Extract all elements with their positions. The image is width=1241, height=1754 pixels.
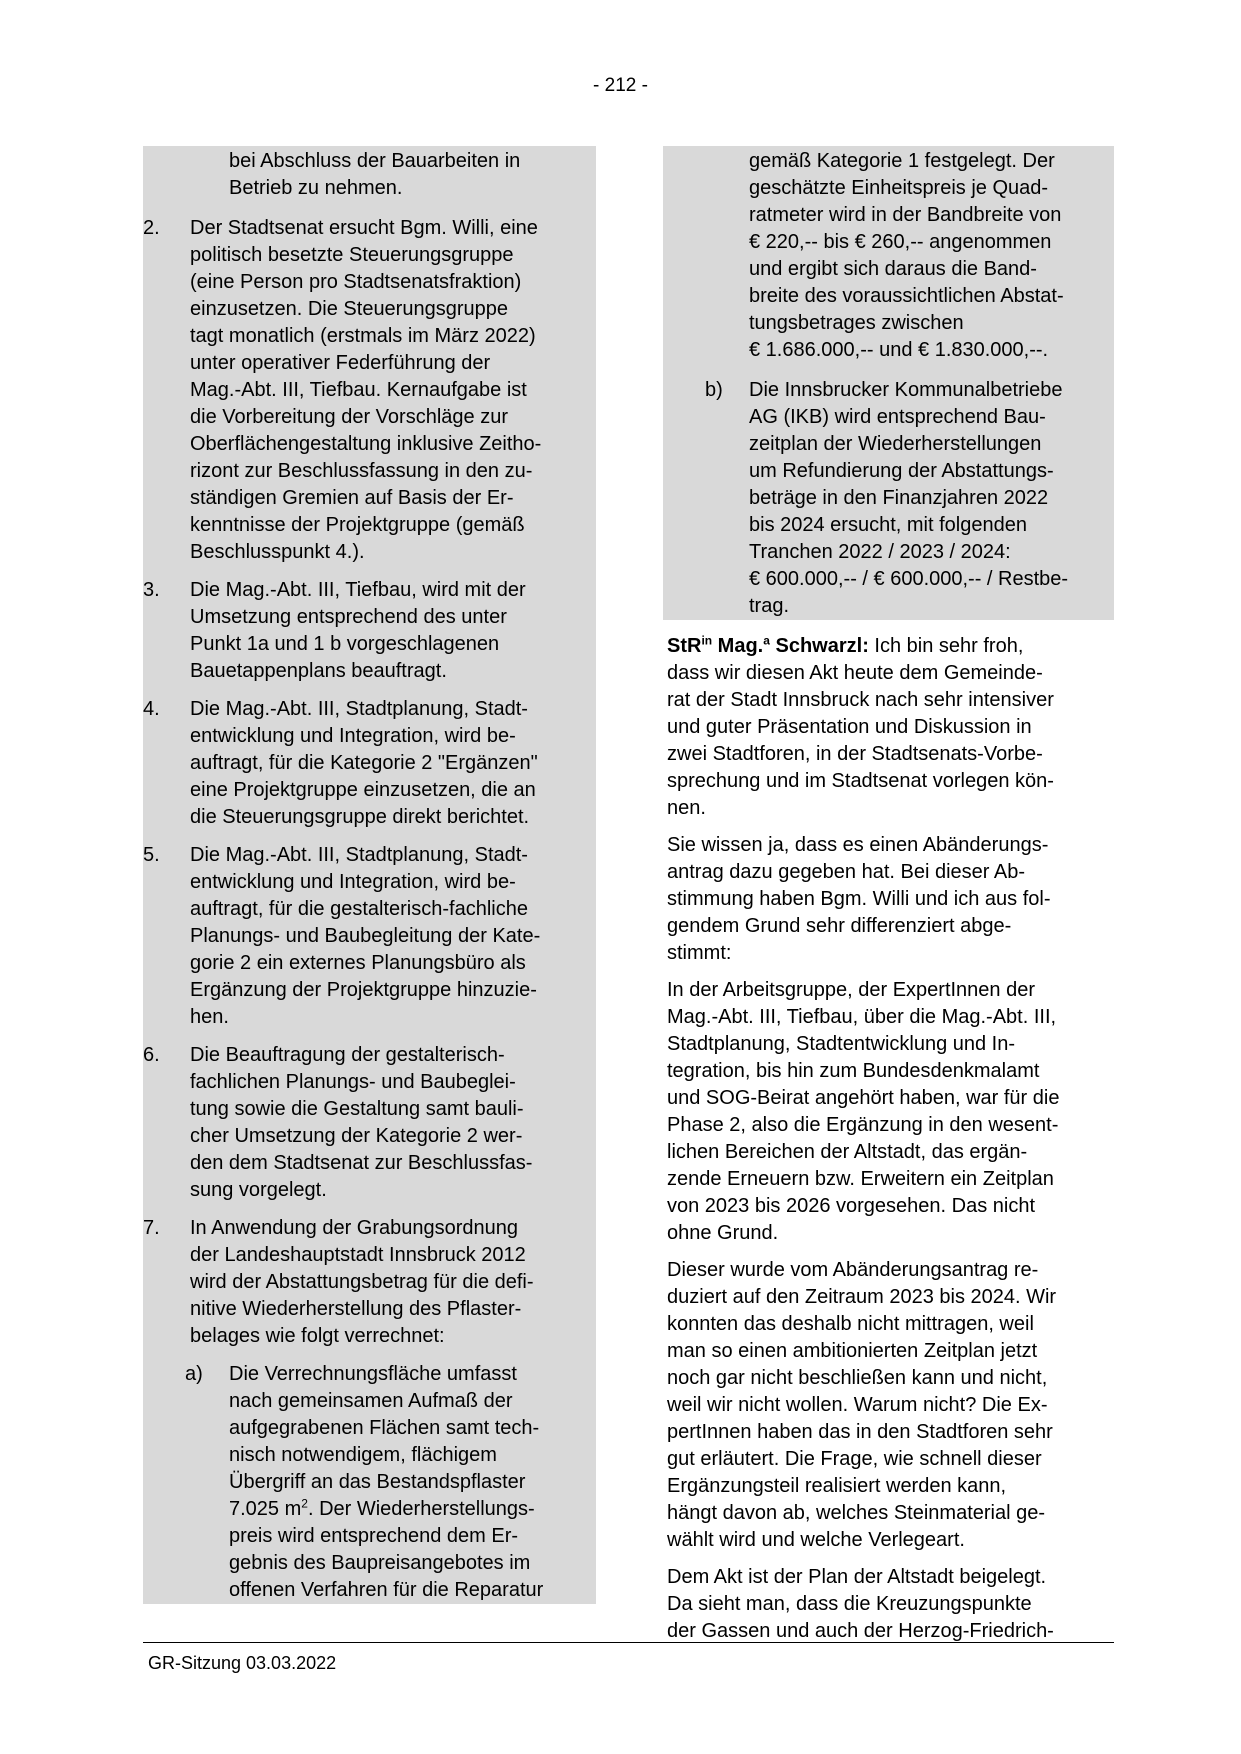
list-item [143, 215, 596, 566]
text-line: In der Arbeitsgruppe, der ExpertInnen der [667, 979, 1036, 1001]
text-line: zende Erneuern bzw. Erweitern ein Zeitplan [667, 1168, 1054, 1190]
text-line: entwicklung und Integration, wird be- [190, 725, 516, 747]
text-line: Betrieb zu nehmen. [229, 177, 403, 199]
text-line: tungsbetrages zwischen [749, 312, 964, 334]
left-column-highlighted-motion [143, 146, 596, 1604]
text-line: gebnis des Baupreisangebotes im [229, 1552, 531, 1574]
text-line: nach gemeinsamen Aufmaß der [229, 1390, 513, 1412]
text-line: zwei Stadtforen, in der Stadtsenats-Vorbe- [667, 743, 1043, 765]
text-line: Der Stadtsenat ersucht Bgm. Willi, eine [190, 217, 538, 239]
text-line: pertInnen haben das in den Stadtforen sehr [667, 1421, 1053, 1443]
text-line: Ergänzung der Projektgruppe hinzuzie- [190, 979, 537, 1001]
text-line: tagt monatlich (erstmals im März 2022) [190, 325, 536, 347]
text-line: dass wir diesen Akt heute dem Gemeinde- [667, 662, 1043, 684]
text-line: noch gar nicht beschließen kann und nicht, [667, 1367, 1048, 1389]
speech-paragraph [667, 977, 1117, 1247]
text-line: und SOG-Beirat angehört haben, war für die [667, 1087, 1060, 1109]
text-line: tung sowie die Gestaltung samt bauli- [190, 1098, 524, 1120]
text-line: € 1.686.000,-- und € 1.830.000,--. [749, 339, 1049, 361]
text-line: Mag.-Abt. III, Tiefbau, über die Mag.-Abt. III, [667, 1006, 1057, 1028]
text-line: Die Verrechnungsfläche umfasst [229, 1363, 517, 1385]
speaker-name: StR$^{in}$ Mag.$^a$ Schwarzl: [667, 633, 869, 657]
text-line: politisch besetzte Steuerungsgruppe [190, 244, 514, 266]
text-line: (eine Person pro Stadtsenatsfraktion) [190, 271, 522, 293]
text-line: und guter Präsentation und Diskussion in [667, 716, 1032, 738]
text-line: gut erläutert. Die Frage, wie schnell dieser [667, 1448, 1042, 1470]
text-line: der Landeshauptstadt Innsbruck 2012 [190, 1244, 526, 1266]
list-item [143, 1215, 596, 1350]
continuation-text [143, 146, 596, 204]
text-line: eine Projektgruppe einzusetzen, die an [190, 779, 536, 801]
text-line: Phase 2, also die Ergänzung in den wesent- [667, 1114, 1059, 1136]
list-number: 3. [143, 579, 160, 601]
text-line: wird der Abstattungsbetrag für die defi- [190, 1271, 534, 1293]
list-number: 2. [143, 217, 160, 239]
list-text [190, 215, 586, 566]
text-line: preis wird entsprechend dem Er- [229, 1525, 519, 1547]
text-line: Da sieht man, dass die Kreuzungspunkte [667, 1593, 1032, 1615]
text-line: stimmt: [667, 942, 732, 964]
text-line: belages wie folgt verrechnet: [190, 1325, 445, 1347]
speech-paragraph [667, 633, 1117, 822]
text-line: AG (IKB) wird entsprechend Bau- [749, 406, 1046, 428]
text-line: wählt wird und welche Verlegeart. [667, 1529, 965, 1551]
text-line: bei Abschluss der Bauarbeiten in [229, 150, 521, 172]
text-line: fachlichen Planungs- und Baubeglei- [190, 1071, 516, 1093]
text-line: zeitplan der Wiederherstellungen [749, 433, 1042, 455]
text-line: die Steuerungsgruppe direkt berichtet. [190, 806, 530, 828]
text-line: gendem Grund sehr differenziert abge- [667, 915, 1012, 937]
text-line: konnten das deshalb nicht mittragen, weil [667, 1313, 1034, 1335]
speech-paragraph [667, 1564, 1117, 1645]
list-number: 6. [143, 1044, 160, 1066]
list-text [190, 577, 586, 685]
right-highlighted-motion [663, 146, 1114, 620]
text-line: Punkt 1a und 1 b vorgeschlagenen [190, 633, 500, 655]
text-line: nitive Wiederherstellung des Pflaster- [190, 1298, 522, 1320]
text-line: € 600.000,-- / € 600.000,-- / Restbe- [749, 568, 1069, 590]
text-line: geschätzte Einheitspreis je Quad- [749, 177, 1049, 199]
text-line: Oberflächengestaltung inklusive Zeitho- [190, 433, 542, 455]
list-number: b) [705, 379, 723, 401]
text-line: ständigen Gremien auf Basis der Er- [190, 487, 514, 509]
text-line: hen. [190, 1006, 229, 1028]
text-line: Übergriff an das Bestandspflaster [229, 1471, 526, 1493]
text-line: Stadtplanung, Stadtentwicklung und In- [667, 1033, 1016, 1055]
text-line: gemäß Kategorie 1 festgelegt. Der [749, 150, 1055, 172]
superscript: 2 [301, 1496, 308, 1511]
text-line: ratmeter wird in der Bandbreite von [749, 204, 1062, 226]
list-number: 5. [143, 844, 160, 866]
text-line: hängt davon ab, welches Steinmaterial ge- [667, 1502, 1046, 1524]
text-line: offenen Verfahren für die Reparatur [229, 1579, 544, 1601]
sub-item-b [663, 377, 1114, 620]
text-line: bis 2024 ersucht, mit folgenden [749, 514, 1027, 536]
list-text [229, 1361, 584, 1604]
footer-divider [143, 1642, 1114, 1643]
list-text [190, 842, 586, 1031]
list-text [749, 377, 1106, 620]
text-line: Dem Akt ist der Plan der Altstadt beigelegt. [667, 1566, 1047, 1588]
text-line: Bauetappenplans beauftragt. [190, 660, 447, 682]
continuation-text [663, 146, 1114, 366]
text-line: Ergänzungsteil realisiert werden kann, [667, 1475, 1007, 1497]
text-line: nen. [667, 797, 706, 819]
text-line: weil wir nicht wollen. Warum nicht? Die Ex- [667, 1394, 1048, 1416]
text-line: man so einen ambitionierten Zeitplan jetzt [667, 1340, 1038, 1362]
text-line: der Gassen und auch der Herzog-Friedrich- [667, 1620, 1054, 1642]
text-line: trag. [749, 595, 790, 617]
text-line: In Anwendung der Grabungsordnung [190, 1217, 519, 1239]
text-line: tegration, bis hin zum Bundesdenkmalamt [667, 1060, 1040, 1082]
text-line: sung vorgelegt. [190, 1179, 327, 1201]
text-line: unter operativer Federführung der [190, 352, 491, 374]
footer-text: GR-Sitzung 03.03.2022 [148, 1653, 337, 1673]
text-line: € 220,-- bis € 260,-- angenommen [749, 231, 1052, 253]
text-line: Die Innsbrucker Kommunalbetriebe [749, 379, 1063, 401]
text-line: kenntnisse der Projektgruppe (gemäß [190, 514, 525, 536]
list-text [190, 696, 586, 831]
text-line: aufgegrabenen Flächen samt tech- [229, 1417, 540, 1439]
text-line: und ergibt sich daraus die Band- [749, 258, 1037, 280]
text-line: die Vorbereitung der Vorschläge zur [190, 406, 508, 428]
text-line: einzusetzen. Die Steuerungsgruppe [190, 298, 508, 320]
list-number: a) [185, 1363, 203, 1385]
text-line: Sie wissen ja, dass es einen Abänderungs- [667, 834, 1049, 856]
speech-paragraph [667, 832, 1117, 967]
text-line: cher Umsetzung der Kategorie 2 wer- [190, 1125, 523, 1147]
text-line: Umsetzung entsprechend des unter [190, 606, 507, 628]
text-line: breite des voraussichtlichen Abstat- [749, 285, 1064, 307]
text-line: gorie 2 ein externes Planungsbüro als [190, 952, 526, 974]
text-line: nisch notwendigem, flächigem [229, 1444, 497, 1466]
text-line: von 2023 bis 2026 vorgesehen. Das nicht [667, 1195, 1036, 1217]
list-item [143, 842, 596, 1031]
text-line: Planungs- und Baubegleitung der Kate- [190, 925, 541, 947]
numbered-list [143, 215, 596, 1350]
area-value: 7.025 m [229, 1498, 302, 1520]
right-column [663, 146, 1114, 1655]
text-line: Die Mag.-Abt. III, Tiefbau, wird mit der [190, 579, 526, 601]
list-number: 7. [143, 1217, 160, 1239]
list-item [143, 1042, 596, 1204]
text-fragment: Ich bin sehr froh, [868, 635, 1024, 657]
text-line: den dem Stadtsenat zur Beschlussfas- [190, 1152, 533, 1174]
text-line: Die Mag.-Abt. III, Stadtplanung, Stadt- [190, 844, 528, 866]
list-text [190, 1042, 586, 1204]
text-line: antrag dazu gegeben hat. Bei dieser Ab- [667, 861, 1026, 883]
text-line: Dieser wurde vom Abänderungsantrag re- [667, 1259, 1039, 1281]
list-item [143, 696, 596, 831]
text-line: beträge in den Finanzjahren 2022 [749, 487, 1049, 509]
text-line: stimmung haben Bgm. Willi und ich aus fol- [667, 888, 1051, 910]
text-line: lichen Bereichen der Altstadt, das ergän- [667, 1141, 1028, 1163]
speech-paragraph [667, 1257, 1117, 1554]
text-line: Die Mag.-Abt. III, Stadtplanung, Stadt- [190, 698, 528, 720]
text-line: um Refundierung der Abstattungs- [749, 460, 1054, 482]
text-line: auftragt, für die Kategorie 2 "Ergänzen" [190, 752, 538, 774]
text-line: auftragt, für die gestalterisch-fachliche [190, 898, 528, 920]
list-item [143, 577, 596, 685]
text-line [667, 633, 1117, 660]
text-line: Die Beauftragung der gestalterisch- [190, 1044, 505, 1066]
list-text [190, 1215, 586, 1350]
text-line: sprechung und im Stadtsenat vorlegen kön- [667, 770, 1054, 792]
list-number: 4. [143, 698, 160, 720]
sub-item-a [143, 1361, 596, 1604]
text-line: Tranchen 2022 / 2023 / 2024: [749, 541, 1011, 563]
text-line: entwicklung und Integration, wird be- [190, 871, 516, 893]
text-line: Mag.-Abt. III, Tiefbau. Kernaufgabe ist [190, 379, 527, 401]
text-line: rizont zur Beschlussfassung in den zu- [190, 460, 533, 482]
text-line: Beschlusspunkt 4.). [190, 541, 365, 563]
text-line [229, 1496, 584, 1523]
text-line: duziert auf den Zeitraum 2023 bis 2024. Wir [667, 1286, 1057, 1308]
text-line: rat der Stadt Innsbruck nach sehr intensiver [667, 689, 1054, 711]
page-number: - 212 - [593, 75, 648, 96]
text-fragment: . Der Wiederherstellungs- [307, 1498, 535, 1520]
text-line: ohne Grund. [667, 1222, 779, 1244]
